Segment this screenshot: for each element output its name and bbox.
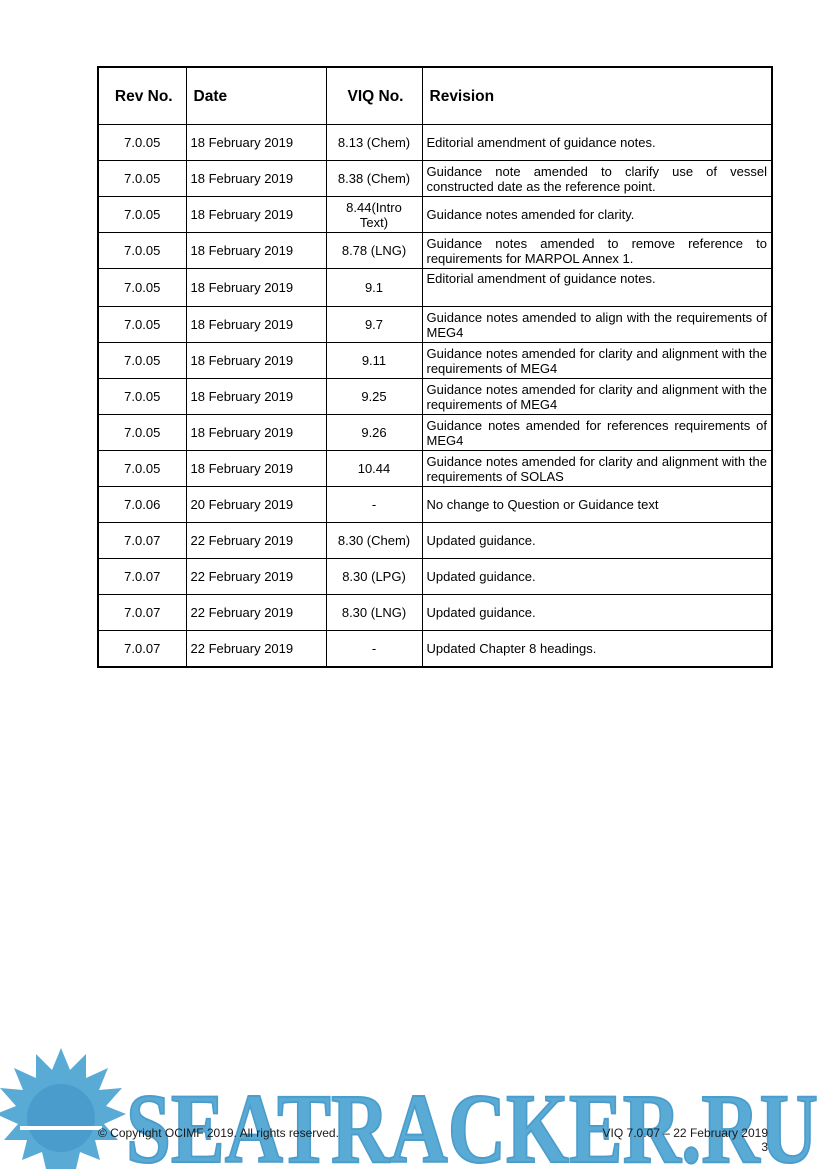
cell-revision: Guidance note amended to clarify use of vessel constructed date as the reference point. (422, 161, 772, 197)
sun-stripe (20, 1126, 102, 1130)
table-row (98, 487, 772, 523)
cell-viq-no: 8.30 (LNG) (326, 595, 422, 631)
header-rev-no: Rev No. (98, 67, 186, 125)
table-row (98, 343, 772, 379)
cell-revision: Guidance notes amended for clarity and alignment with the requirements of MEG4 (422, 379, 772, 415)
cell-viq-no: 9.26 (326, 415, 422, 451)
cell-date: 18 February 2019 (186, 269, 326, 307)
table-header-row (98, 67, 772, 125)
cell-date: 18 February 2019 (186, 451, 326, 487)
cell-rev-no: 7.0.05 (98, 415, 186, 451)
cell-date: 18 February 2019 (186, 233, 326, 269)
cell-viq-no: - (326, 631, 422, 668)
cell-revision: Updated guidance. (422, 595, 772, 631)
cell-viq-no: 9.7 (326, 307, 422, 343)
table-row (98, 125, 772, 161)
cell-rev-no: 7.0.05 (98, 451, 186, 487)
cell-rev-no: 7.0.05 (98, 233, 186, 269)
cell-date: 18 February 2019 (186, 343, 326, 379)
cell-revision: Updated guidance. (422, 559, 772, 595)
cell-revision: Guidance notes amended to align with the requirements of MEG4 (422, 307, 772, 343)
table-row (98, 307, 772, 343)
table-row (98, 631, 772, 668)
cell-viq-no: 9.1 (326, 269, 422, 307)
cell-rev-no: 7.0.07 (98, 559, 186, 595)
table-row (98, 523, 772, 559)
cell-date: 18 February 2019 (186, 415, 326, 451)
cell-date: 18 February 2019 (186, 197, 326, 233)
table-row (98, 197, 772, 233)
cell-rev-no: 7.0.05 (98, 307, 186, 343)
cell-date: 22 February 2019 (186, 631, 326, 668)
watermark-text: SEATRACKER.RU (126, 1073, 818, 1169)
cell-viq-no: 9.25 (326, 379, 422, 415)
table-row (98, 559, 772, 595)
cell-rev-no: 7.0.05 (98, 197, 186, 233)
cell-date: 22 February 2019 (186, 595, 326, 631)
cell-revision: No change to Question or Guidance text (422, 487, 772, 523)
cell-rev-no: 7.0.05 (98, 343, 186, 379)
footer-right-block (603, 1126, 768, 1154)
cell-rev-no: 7.0.05 (98, 269, 186, 307)
cell-date: 18 February 2019 (186, 307, 326, 343)
page-number: 3 (761, 1140, 768, 1154)
cell-revision: Editorial amendment of guidance notes. (422, 125, 772, 161)
cell-rev-no: 7.0.06 (98, 487, 186, 523)
cell-viq-no: 8.38 (Chem) (326, 161, 422, 197)
table-row (98, 415, 772, 451)
cell-viq-no: 8.13 (Chem) (326, 125, 422, 161)
cell-revision: Guidance notes amended for clarity and alignment with the requirements of MEG4 (422, 343, 772, 379)
cell-revision: Guidance notes amended for clarity and alignment with the requirements of SOLAS (422, 451, 772, 487)
cell-date: 22 February 2019 (186, 559, 326, 595)
cell-revision: Updated guidance. (422, 523, 772, 559)
cell-date: 18 February 2019 (186, 125, 326, 161)
cell-rev-no: 7.0.05 (98, 379, 186, 415)
table-row (98, 233, 772, 269)
footer-copyright: © Copyright OCIMF 2019. All rights reserved. (98, 1126, 339, 1140)
table-row (98, 161, 772, 197)
cell-revision: Updated Chapter 8 headings. (422, 631, 772, 668)
table-row (98, 379, 772, 415)
cell-revision: Guidance notes amended for references requirements of MEG4 (422, 415, 772, 451)
cell-rev-no: 7.0.07 (98, 523, 186, 559)
cell-rev-no: 7.0.05 (98, 125, 186, 161)
header-viq-no: VIQ No. (326, 67, 422, 125)
cell-revision: Guidance notes amended for clarity. (422, 197, 772, 233)
cell-viq-no: 8.44(Intro Text) (326, 197, 422, 233)
cell-revision: Editorial amendment of guidance notes. (422, 269, 772, 307)
cell-viq-no: 8.30 (LPG) (326, 559, 422, 595)
cell-rev-no: 7.0.07 (98, 595, 186, 631)
cell-rev-no: 7.0.05 (98, 161, 186, 197)
cell-viq-no: 10.44 (326, 451, 422, 487)
cell-date: 18 February 2019 (186, 161, 326, 197)
cell-viq-no: 8.30 (Chem) (326, 523, 422, 559)
table-row (98, 451, 772, 487)
revision-table (97, 66, 773, 668)
table-row (98, 595, 772, 631)
table-row (98, 269, 772, 307)
cell-date: 18 February 2019 (186, 379, 326, 415)
header-date: Date (186, 67, 326, 125)
cell-date: 20 February 2019 (186, 487, 326, 523)
cell-date: 22 February 2019 (186, 523, 326, 559)
cell-rev-no: 7.0.07 (98, 631, 186, 668)
sun-logo-icon (0, 1048, 126, 1169)
cell-viq-no: 9.11 (326, 343, 422, 379)
cell-viq-no: - (326, 487, 422, 523)
cell-viq-no: 8.78 (LNG) (326, 233, 422, 269)
cell-revision: Guidance notes amended to remove reference to requirements for MARPOL Annex 1. (422, 233, 772, 269)
sun-disc (27, 1084, 95, 1152)
header-revision: Revision (422, 67, 772, 125)
footer-version: VIQ 7.0.07 – 22 February 2019 (602, 1126, 768, 1140)
